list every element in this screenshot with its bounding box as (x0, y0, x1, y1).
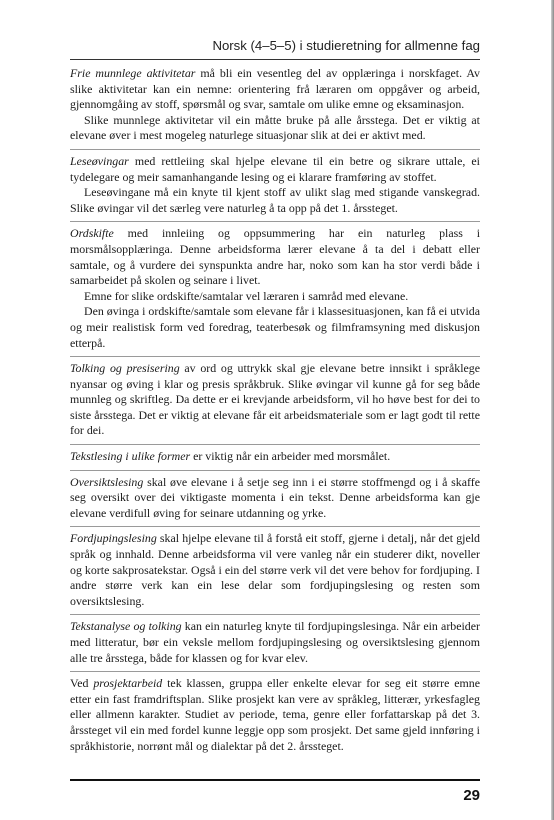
term-italic: Tekstlesing i ulike former (70, 449, 191, 464)
running-header: Norsk (4–5–5) i studieretning for allmenne fag (212, 38, 480, 53)
term-italic: Oversiktslesing (70, 474, 144, 489)
paragraph-text: med rettleiing skal hjelpe elevane til ein betre og sikrare uttale, ei tydelegare og meir samanhangande lesing og ei klarare framføring av stoffet. (70, 153, 480, 184)
paragraph-text: er viktig når ein arbeider med morsmålet. (190, 449, 391, 464)
section-divider (70, 221, 480, 222)
paragraph (70, 619, 480, 666)
term-italic: Ordskifte (70, 226, 114, 241)
paragraph-text: av ord og uttrykk skal gje elevane betre innsikt i språklege nyansar og øving i klar og presis språkbruk. Slike øvingar vil kunne gå for seg både munnleg og skriftleg. Da dette er ei krevjande arbeidsform, vil ho høve best for dei to siste årsstega. Det er viktig at elevane får eit arbeidsmateriale som er lagt godt til rette for dei. (70, 361, 480, 438)
paragraph (70, 66, 480, 113)
term-italic: prosjektarbeid (93, 676, 163, 691)
section-divider (70, 614, 480, 615)
paragraph-text: må bli ein vesentleg del av opplæringa i norskfaget. Av slike aktivitetar kan ein nemne: orientering frå læraren om oppgåver og arbeid, gjennomgåing av stoff, spørsmål og svar, samtale om ulike emne og eksaminasjon. (70, 66, 480, 112)
paragraph (70, 449, 480, 465)
section-divider (70, 444, 480, 445)
paragraph (70, 185, 480, 216)
paragraph-text: skal øve elevane i å setje seg inn i ei større stoffmengd og i å skaffe seg oversikt over dei viktigaste momenta i ein tekst. Denne arbeidsforma kan gje elevane verdifull øving for seinare utdanning og yrke. (70, 474, 480, 520)
paragraph (70, 361, 480, 439)
paragraph-text: med innleiing og oppsummering har ein naturleg plass i morsmålsopplæringa. Denne arbeidsforma lærer elevane å ta del i debatt eller samtale, og å vurdere dei synspunkta andre har, noko som kan ha stor verdi både i samarbeidet på skolen og seinare i livet. (70, 226, 480, 288)
section-divider (70, 149, 480, 150)
term-italic: Leseøvingar (70, 153, 129, 168)
paragraph-text: Emne for slike ordskifte/samtalar vel læraren i samråd med elevane. (84, 288, 409, 303)
page-number: 29 (463, 787, 480, 804)
footer-rule (70, 779, 480, 781)
paragraph (70, 289, 480, 305)
paragraph-text: kan ein naturleg knyte til fordjupingslesinga. Når ein arbeider med litteratur, bør ein veksle mellom fordjupingslesing og oversiktslesing gjennom alle tre årsstega, både for klassen og for kvar elev. (70, 619, 480, 665)
term-italic: Fordjupingslesing (70, 531, 157, 546)
paragraph (70, 304, 480, 351)
paragraph (70, 531, 480, 609)
section-divider (70, 356, 480, 357)
section-divider (70, 470, 480, 471)
paragraph (70, 226, 480, 288)
paragraph (70, 475, 480, 522)
paragraph-text: Den øvinga i ordskifte/samtale som elevane får i klassesituasjonen, kan få ei utvida og meir realistisk form ved foredrag, teaterbesøk og filmframsyning med diskusjon etterpå. (70, 304, 480, 350)
term-italic: Tolking og presisering (70, 361, 180, 376)
paragraph-text: tek klassen, gruppa eller enkelte elevar for seg eit større emne etter ein fast framdriftsplan. Slike prosjekt kan vere av språkleg, litterær, yrkesfagleg eller allmenn karakter. Studiet av periode, tema, genre eller forfattarskap på det 3. årssteget vil ein med fordel kunne leggje opp som prosjekt. Det same gjeld innføring i språkhistorie, norrønt mål og dialektar på det 2. årssteget. (70, 676, 481, 753)
paragraph (70, 113, 480, 144)
paragraph-text: Slike munnlege aktivitetar vil ein måtte bruke på alle årsstega. Det er viktig at elevane øver i mest mogeleg naturlege situasjonar slik at dei er aktivt med. (70, 112, 480, 143)
paragraph-text: Leseøvingane må ein knyte til kjent stoff av ulikt slag med stigande vanskegrad. Slike øvingar vil det særleg vere naturleg å ta opp på det 1. årssteget. (70, 185, 480, 215)
paragraph-lead: Ved (70, 676, 94, 691)
body-text (70, 66, 480, 754)
paragraph (70, 154, 480, 185)
term-italic: Tekstanalyse og tolking (70, 619, 182, 634)
paragraph (70, 676, 480, 754)
header-rule (70, 59, 480, 60)
section-divider (70, 526, 480, 527)
term-italic: Frie munnlege aktivitetar (70, 66, 196, 80)
section-divider (70, 671, 480, 672)
paragraph-text: skal hjelpe elevane til å forstå eit stoff, gjerne i detalj, når det gjeld språk og innhald. Denne arbeidsforma vil vere vanleg når ein studerer dikt, noveller og korte sakprosatekstar. Også i ein del større verk vil det vere behov for fordjuping. I andre større verk kan ein lese delar som fordjupingslesing og resten som oversiktslesing. (70, 531, 480, 608)
